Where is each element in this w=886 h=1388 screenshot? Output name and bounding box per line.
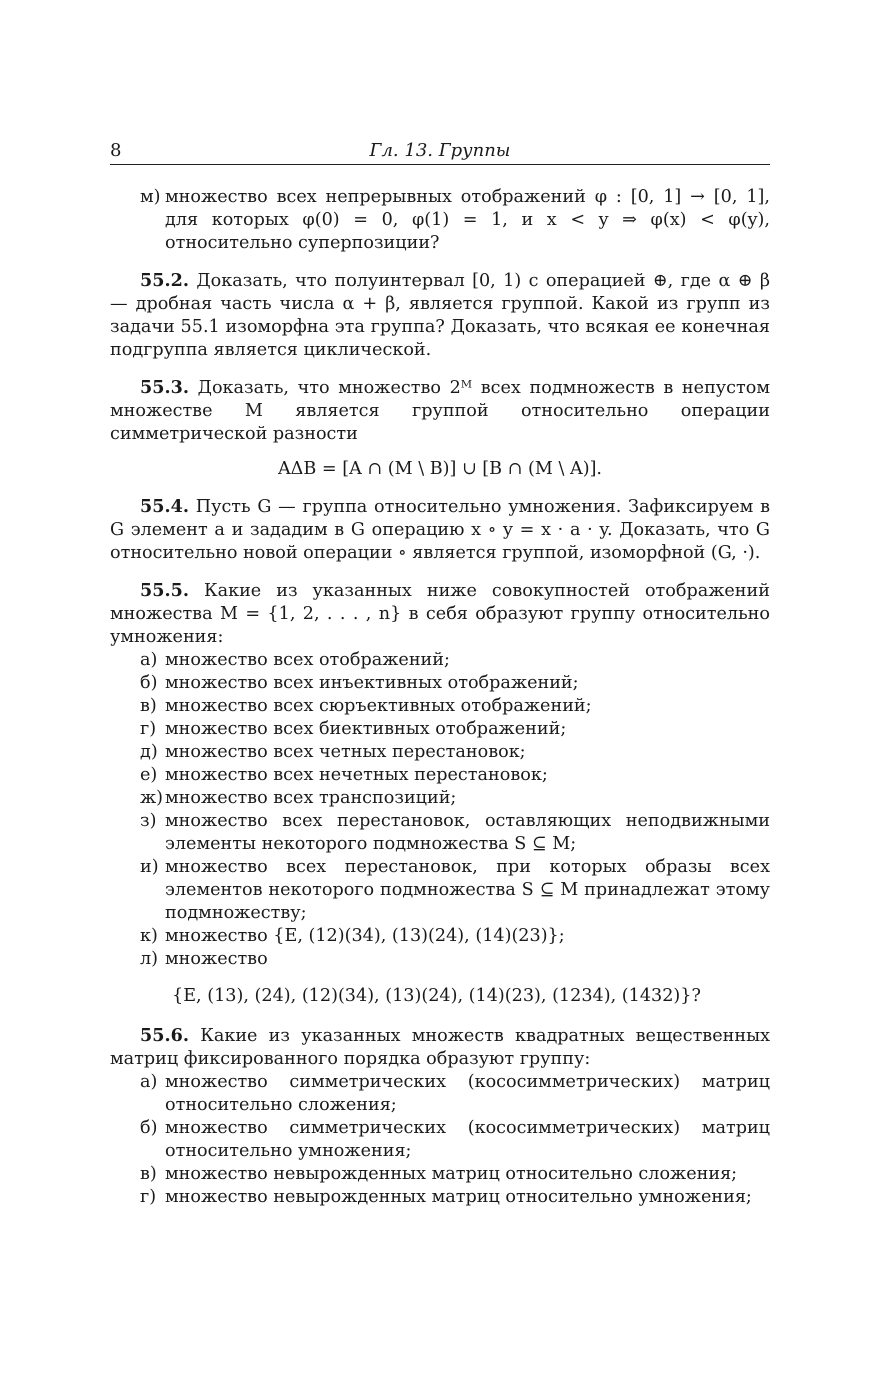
list-item-m [110,186,770,255]
item-text: множество всех биективных отображений; [165,719,567,739]
problem-text: Доказать, что полуинтервал [0, 1) с операцией ⊕, где α ⊕ β — дробная часть числа α + β, является группой. Какой из групп из задачи 55.1 изоморфна эта группа? Доказать, что всякая ее конечная подгруппа является циклической. [110,271,771,360]
item-label: к) [140,926,158,946]
item-label: а) [140,1072,158,1092]
item-text: множество {E, (12)(34), (13)(24), (14)(23)}; [165,926,565,946]
problem-number: 55.3. [140,377,189,398]
running-title: Гл. 13. Группы [369,140,511,161]
list-item [110,672,770,695]
problem-text: Какие из указанных ниже совокупностей отображений множества M = {1, 2, . . . , n} в себя образуют группу относительно умножения: [110,581,770,647]
list-item [110,1071,770,1117]
page-body [110,186,770,1209]
list-item [110,741,770,764]
list-item [110,1186,770,1209]
problem-55-3 [110,376,770,446]
item-text: множество всех перестановок, при которых образы всех элементов некоторого подмножества S ⊆ M принадлежат этому подмножеству; [165,857,770,923]
problem-55-5-items [110,649,770,971]
item-label: л) [140,949,159,969]
item-label: ж) [140,788,164,808]
item-text: множество невырожденных матриц относительно умножения; [165,1187,752,1207]
item-label: б) [140,1118,158,1138]
list-item [110,948,770,971]
item-label: б) [140,673,158,693]
list-item [110,649,770,672]
item-label: и) [140,857,159,877]
list-item [110,1117,770,1163]
item-text: множество всех нечетных перестановок; [165,765,548,785]
item-label: а) [140,650,158,670]
item-label: з) [140,811,157,831]
item-text: множество симметрических (кососимметрических) матриц относительно сложения; [165,1072,770,1115]
problem-number: 55.6. [140,1025,189,1046]
item-label: е) [140,765,158,785]
problem-number: 55.5. [140,580,189,601]
problem-55-6 [110,1024,770,1071]
item-label: г) [140,1187,157,1207]
problem-number: 55.4. [140,496,189,517]
list-item [110,1163,770,1186]
problem-text: Доказать, что множество 2ᴹ всех подмножеств в непустом множестве M является группой относительно операции симметрической разности [110,378,771,444]
item-text: множество всех перестановок, оставляющих неподвижными элементы некоторого подмножества S ⊆ M; [165,811,770,854]
formula-symmetric-difference: AΔB = [A ∩ (M \ B)] ∪ [B ∩ (M \ A)]. [277,459,603,479]
item-text: множество невырожденных матриц относительно сложения; [165,1164,738,1184]
problem-number: 55.2. [140,270,189,291]
page-header [110,138,770,165]
item-text: множество [165,949,268,969]
item-label: г) [140,719,157,739]
item-text: множество симметрических (кососимметрических) матриц относительно умножения; [165,1118,770,1161]
formula-permutation-set: {E, (13), (24), (12)(34), (13)(24), (14)(23), (1234), (1432)}? [172,986,701,1006]
item-label: в) [140,696,157,716]
list-item [110,810,770,856]
problem-text: Пусть G — группа относительно умножения. Зафиксируем в G элемент a и зададим в G операцию x ∘ y = x · a · y. Доказать, что G относительно новой операции ∘ является группой, изоморфной (G, ·). [110,497,770,563]
item-text: множество всех сюръективных отображений; [165,696,592,716]
list-item [110,856,770,925]
list-item [110,718,770,741]
item-text: множество всех транспозиций; [165,788,457,808]
list-item [110,695,770,718]
page-number: 8 [110,140,122,161]
item-text: множество всех четных перестановок; [165,742,526,762]
item-label: в) [140,1164,157,1184]
list-item [110,925,770,948]
list-item [110,764,770,787]
problem-55-4 [110,495,770,565]
problem-55-2 [110,269,770,362]
item-label: м) [140,187,161,207]
problem-55-6-items [110,1071,770,1209]
item-text: множество всех непрерывных отображений φ : [0, 1] → [0, 1], для которых φ(0) = 0, φ(1) = 1, и x < y ⇒ φ(x) < φ(y), относительно суперпозиции? [165,187,770,253]
item-label: д) [140,742,158,762]
problem-55-5 [110,579,770,649]
item-text: множество всех инъективных отображений; [165,673,579,693]
list-item [110,787,770,810]
item-text: множество всех отображений; [165,650,450,670]
problem-text: Какие из указанных множеств квадратных вещественных матриц фиксированного порядка образуют группу: [110,1026,771,1069]
